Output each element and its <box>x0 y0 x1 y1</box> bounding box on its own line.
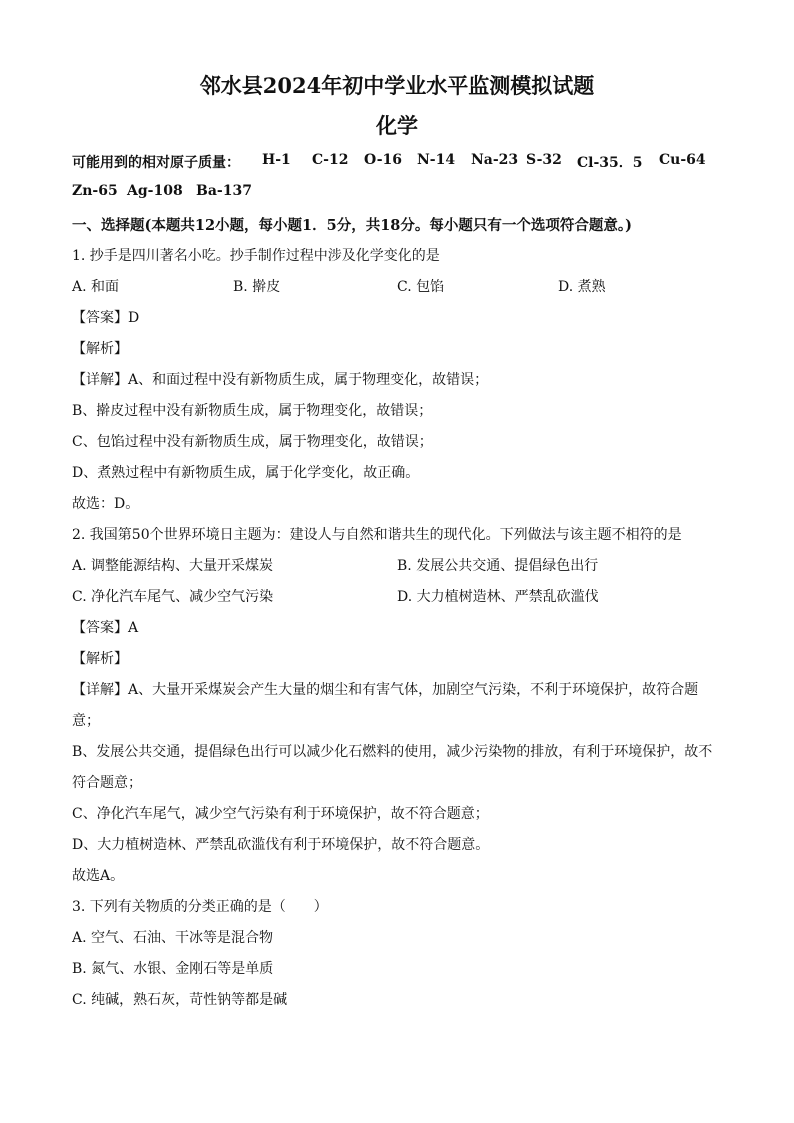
atomic-mass-label: 可能用到的相对原子质量： <box>72 155 240 171</box>
atomic-mass: H-1 <box>262 152 291 168</box>
question-2-option-a: A. 调整能源结构、大量开采煤炭 <box>72 558 274 574</box>
question-2-option-b: B. 发展公共交通、提倡绿色出行 <box>397 558 599 574</box>
question-3-option-b: B. 氮气、水银、金刚石等是单质 <box>72 961 274 977</box>
question-2-detail: C、净化汽车尾气，减少空气污染有利于环境保护，故不符合题意； <box>72 806 489 822</box>
subject-title: 化学 <box>376 113 418 138</box>
question-1-answer: 【答案】D <box>72 310 140 326</box>
question-2-detail: 符合题意； <box>72 775 142 791</box>
question-2-detail: 意； <box>72 713 100 729</box>
atomic-mass: Na-23 <box>471 152 519 168</box>
question-1-detail: C、包馅过程中没有新物质生成，属于物理变化，故错误； <box>72 434 433 450</box>
question-1-option-a: A. 和面 <box>72 279 120 295</box>
atomic-mass: C-12 <box>312 152 349 168</box>
atomic-mass: Zn-65 <box>72 183 118 199</box>
question-2-detail: B、发展公共交通，提倡绿色出行可以减少化石燃料的使用，减少污染物的排放，有利于环境保护，故不 <box>72 744 713 760</box>
atomic-mass-row-2 <box>72 183 372 203</box>
question-2-option-c: C. 净化汽车尾气、减少空气污染 <box>72 589 274 605</box>
question-1-option-b: B. 擀皮 <box>233 279 281 295</box>
atomic-mass: N-14 <box>417 152 456 168</box>
atomic-mass: O-16 <box>364 152 403 168</box>
question-1-stem: 1. 抄手是四川著名小吃。抄手制作过程中涉及化学变化的是 <box>72 248 440 264</box>
question-3-stem: 3. 下列有关物质的分类正确的是（ ） <box>72 899 328 915</box>
page-title: 邻水县2024年初中学业水平监测模拟试题 <box>199 73 595 98</box>
question-2-answer: 【答案】A <box>72 620 139 636</box>
question-3-option-c: C. 纯碱，熟石灰，苛性钠等都是碱 <box>72 992 288 1008</box>
question-1-detail: B、擀皮过程中没有新物质生成，属于物理变化，故错误； <box>72 403 433 419</box>
atomic-mass-row-1 <box>72 152 722 172</box>
question-2-detail: 【详解】A、大量开采煤炭会产生大量的烟尘和有害气体，加剧空气污染，不利于环境保护，故符合题 <box>72 682 699 698</box>
atomic-mass: Cl-35．5 <box>577 155 643 171</box>
question-2-conclusion: 故选A。 <box>72 868 125 884</box>
section-heading: 一、选择题(本题共12小题，每小题1．5分，共18分。每小题只有一个选项符合题意。) <box>72 217 633 234</box>
question-2-detail: D、大力植树造林、严禁乱砍滥伐有利于环境保护，故不符合题意。 <box>72 837 490 853</box>
question-1-conclusion: 故选：D。 <box>72 496 140 512</box>
atomic-mass: Cu-64 <box>659 152 706 168</box>
question-3-option-a: A. 空气、石油、干冰等是混合物 <box>72 930 274 946</box>
question-1-option-d: D. 煮熟 <box>558 279 606 295</box>
atomic-mass: Ba-137 <box>196 183 252 199</box>
question-2-option-d: D. 大力植树造林、严禁乱砍滥伐 <box>397 589 599 605</box>
atomic-mass: S-32 <box>526 152 562 168</box>
question-2-stem: 2. 我国第50个世界环境日主题为：建设人与自然和谐共生的现代化。下列做法与该主题不相符的是 <box>72 527 682 543</box>
question-2-analysis: 【解析】 <box>72 651 128 667</box>
question-1-analysis: 【解析】 <box>72 341 128 357</box>
question-1-option-c: C. 包馅 <box>397 279 445 295</box>
question-1-detail: 【详解】A、和面过程中没有新物质生成，属于物理变化，故错误； <box>72 372 489 388</box>
atomic-mass: Ag-108 <box>127 183 183 199</box>
question-1-detail: D、煮熟过程中有新物质生成，属于化学变化，故正确。 <box>72 465 420 481</box>
